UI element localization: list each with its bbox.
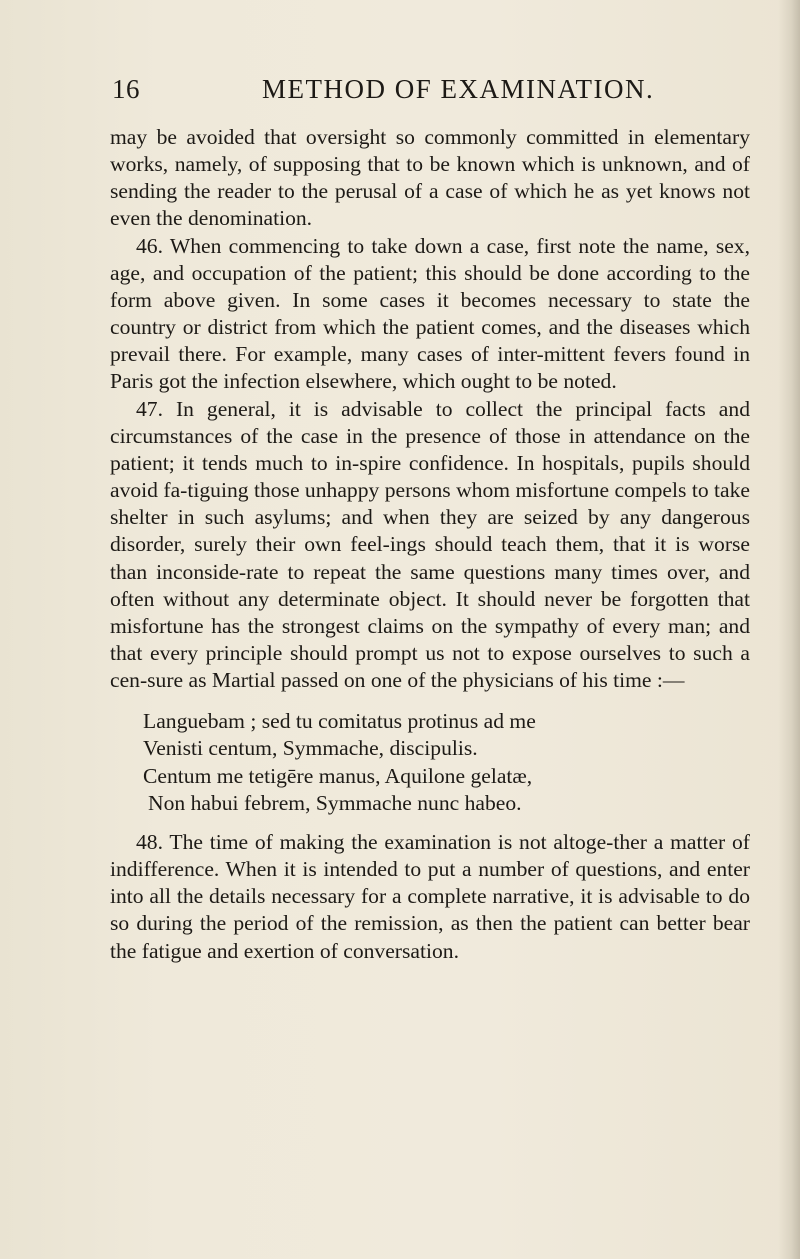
running-title: METHOD OF EXAMINATION. — [262, 74, 655, 104]
verse-line: Venisti centum, Symmache, discipulis. — [143, 736, 478, 761]
paragraph-48: 48. The time of making the examination is not altoge-ther a matter of indifference. When it is intended to put a number of questions, and enter into all the details necessary for a complete narrative, it is advisable to do so during the period of the remission, as then the patient can better bear the fatigue and exertion of conversation. — [110, 829, 750, 963]
paragraph-continued: may be avoided that oversight so commonly committed in elementary works, namely, of supposing that to be known which is unknown, and of sending the reader to the perusal of a case of which he as yet knows not even the denomination. — [110, 125, 750, 231]
paragraph-47: 47. In general, it is advisable to collect the principal facts and circumstances of the case in the presence of those in attendance on the patient; it tends much to in-spire confidence. In hospitals, pupils should avoid fa-tiguing those unhappy persons whom misfortune compels to take shelter in such asylums; and when they are seized by any dangerous disorder, surely their own feel-ings should teach them, that it is worse than inconside-rate to repeat the same questions many times over, and often without any determinate object. It should never be forgotten that misfortune has the strongest claims on the sympathy of every man; and that every principle should prompt us not to expose ourselves to such a cen-sure as Martial passed on one of the physicians of his time :— — [110, 396, 750, 693]
verse-line: Centum me tetigēre manus, Aquilone gelatæ, — [143, 763, 533, 788]
body-text — [110, 124, 750, 965]
latin-verse-quotation — [110, 708, 750, 817]
verse-line: Languebam ; sed tu comitatus protinus ad me — [143, 709, 536, 734]
page-number: 16 — [112, 74, 140, 104]
paragraph-46: 46. When commencing to take down a case, first note the name, sex, age, and occupation of the patient; this should be done according to the form above given. In some cases it becomes necessary to state the country or district from which the patient comes, and the diseases which prevail there. For example, many cases of inter-mittent fevers found in Paris got the infection elsewhere, which ought to be noted. — [110, 233, 750, 394]
verse-line: Non habui febrem, Symmache nunc habeo. — [148, 790, 522, 815]
page-header — [112, 74, 740, 114]
page-edge-shadow — [778, 0, 800, 1259]
